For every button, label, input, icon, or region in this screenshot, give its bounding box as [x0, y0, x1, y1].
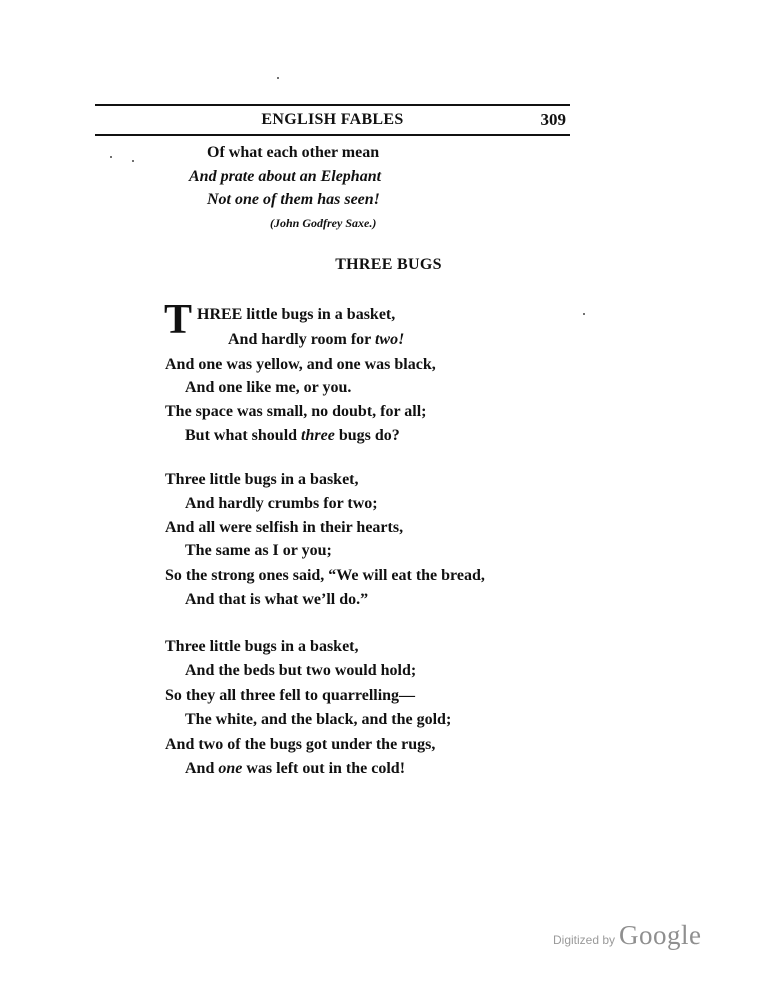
- poem-line: HREE little bugs in a basket,: [197, 306, 396, 323]
- header-rule-top: [95, 104, 570, 106]
- poem-line: And one like me, or you.: [185, 379, 352, 396]
- page-speck: [110, 156, 112, 158]
- poem-line-text: And hardly room for: [228, 331, 375, 348]
- watermark-prefix: Digitized by: [553, 933, 616, 947]
- poem-line: Three little bugs in a basket,: [165, 638, 359, 655]
- emphasis: three: [301, 427, 335, 444]
- poem-line: Not one of them has seen!: [207, 191, 380, 208]
- poem-line: Of what each other mean: [207, 144, 380, 161]
- poem-title: THREE BUGS: [335, 256, 442, 273]
- digitized-watermark: [553, 920, 702, 951]
- poem-line: So they all three fell to quarrelling—: [165, 687, 416, 704]
- emphasis: one: [218, 760, 243, 777]
- running-head: [95, 104, 570, 136]
- drop-cap: T: [164, 297, 193, 343]
- emphasis: two!: [374, 331, 405, 348]
- page-speck: [132, 160, 134, 162]
- poem-line: And that is what we’ll do.”: [185, 591, 369, 608]
- poem-line: And the beds but two would hold;: [185, 662, 417, 679]
- poem-line: And one was yellow, and one was black,: [165, 356, 436, 373]
- poem-line: And prate about an Elephant: [189, 168, 382, 185]
- page-speck: [277, 77, 279, 79]
- poem-line: So the strong ones said, “We will eat the bread,: [165, 567, 485, 584]
- running-title: ENGLISH FABLES: [261, 111, 404, 128]
- page-number: 309: [540, 110, 566, 129]
- poem-line: The space was small, no doubt, for all;: [165, 403, 427, 420]
- page-speck: [583, 313, 585, 315]
- poem-line: The same as I or you;: [185, 542, 332, 559]
- attribution: (John Godfrey Saxe.): [270, 216, 377, 230]
- poem-line: Three little bugs in a basket,: [165, 471, 359, 488]
- poem-line: [228, 330, 404, 350]
- poem-line: The white, and the black, and the gold;: [185, 711, 452, 728]
- poem-line-text: But what should: [185, 427, 302, 444]
- poem-line-text: And: [185, 760, 219, 777]
- poem-line-text: bugs do?: [334, 427, 400, 444]
- poem-line: [185, 759, 405, 779]
- poem-line: And hardly crumbs for two;: [185, 495, 378, 512]
- poem-line: And two of the bugs got under the rugs,: [165, 736, 436, 753]
- poem-line-text: was left out in the cold!: [242, 760, 406, 777]
- google-logo: Google: [619, 920, 702, 950]
- poem-line: [185, 426, 400, 446]
- poem-line: And all were selfish in their hearts,: [165, 519, 404, 536]
- header-rule-bottom: [95, 134, 570, 136]
